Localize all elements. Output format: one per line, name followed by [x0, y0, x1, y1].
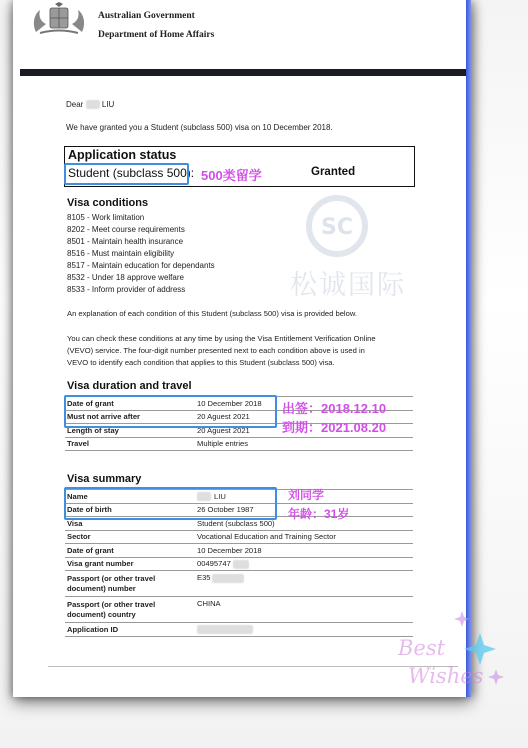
row-value: Vocational Education and Training Sector: [195, 530, 413, 544]
condition-item: 8516 - Must maintain eligibility: [67, 249, 175, 258]
visa-duration-heading: Visa duration and travel: [67, 380, 192, 392]
redacted-number: [233, 560, 249, 569]
annotation-expiry-date: 到期：2021.08.20: [282, 420, 387, 435]
table-row: [65, 571, 413, 597]
personal-details-highlight: [64, 487, 277, 520]
watermark-text: 松诚国际: [290, 270, 406, 301]
row-label: Passport (or other travel document) number: [65, 571, 195, 597]
annotation-visa-type: 500类留学: [201, 168, 262, 183]
row-value: 10 December 2018: [195, 397, 413, 411]
conditions-explanation: An explanation of each condition of this Student (subclass 500) visa is provided below.: [67, 309, 358, 318]
annotation-grant-date: 出签：2018.12.10: [282, 401, 387, 416]
row-value: 10 December 2018: [195, 544, 413, 558]
header-banner: [20, 69, 466, 76]
row-value: LIU: [214, 491, 226, 501]
row-value: 20 Aguest 2021: [195, 424, 413, 438]
decoration-wishes: Wishes: [408, 664, 484, 688]
watermark-logo-text: SC: [321, 215, 353, 240]
row-value: CHINA: [195, 597, 413, 623]
row-label: Length of stay: [65, 424, 195, 438]
salutation-line: [66, 100, 114, 109]
decoration-best: Best: [398, 636, 446, 660]
row-label: Date of grant: [65, 544, 195, 558]
application-status-heading: Application status: [68, 148, 177, 162]
redacted-given-name: [86, 100, 100, 109]
row-value: 20 Aguest 2021: [195, 410, 413, 424]
condition-item: 8202 - Meet course requirements: [67, 225, 185, 234]
government-name: Australian Government: [98, 11, 195, 21]
row-value: 00495747: [197, 559, 231, 568]
visa-conditions-heading: Visa conditions: [67, 197, 149, 209]
row-label: Must not arrive after: [65, 410, 195, 424]
salutation: Dear: [66, 100, 84, 109]
table-row: [65, 544, 413, 558]
visa-subclass-label: Student (subclass 500):: [68, 166, 195, 180]
grant-intro: We have granted you a Student (subclass 500) visa on 10 December 2018.: [66, 123, 333, 132]
table-row: [65, 557, 413, 571]
row-label: Visa: [65, 517, 195, 531]
row-value: Multiple entries: [195, 437, 413, 451]
redacted-passport: [212, 574, 244, 583]
table-row: [65, 597, 413, 623]
row-value-cell: [195, 557, 413, 571]
status-value: Granted: [311, 166, 356, 178]
row-label: Sector: [65, 530, 195, 544]
watermark-logo-icon: [303, 192, 371, 260]
condition-item: 8501 - Maintain health insurance: [67, 237, 184, 246]
row-label: Visa grant number: [65, 557, 195, 571]
department-name: Department of Home Affairs: [98, 30, 215, 40]
table-row: [65, 623, 413, 637]
condition-item: 8517 - Maintain education for dependants: [67, 261, 215, 270]
grant-dates-highlight: [64, 395, 277, 428]
table-row: [65, 530, 413, 544]
row-value: Student (subclass 500): [195, 517, 413, 531]
annotation-student-name: 刘同学: [288, 488, 325, 502]
visa-subclass-highlight: [64, 163, 189, 185]
row-label: Date of grant: [65, 397, 195, 411]
coat-of-arms-icon: [30, 2, 88, 36]
condition-item: 8105 - Work limitation: [67, 213, 145, 222]
vevo-paragraph-line: You can check these conditions at any time by using the Visa Entitlement Verification Online: [67, 334, 376, 343]
table-row: [65, 437, 413, 451]
row-label: Application ID: [65, 623, 195, 637]
row-label: Travel: [65, 437, 195, 451]
salutation-surname: LIU: [101, 100, 115, 109]
scroll-edge-bar: [466, 0, 471, 697]
row-value-cell: [195, 571, 413, 597]
annotation-age: 年龄：31岁: [288, 507, 350, 521]
condition-item: 8532 - Under 18 approve welfare: [67, 273, 184, 282]
row-label: Name: [65, 490, 195, 504]
document-end-rule: [48, 666, 458, 667]
row-value: 26 October 1987: [195, 503, 413, 517]
row-label: Passport (or other travel document) country: [65, 597, 195, 623]
row-label: Date of birth: [65, 503, 195, 517]
row-value-cell: [195, 623, 413, 637]
row-value: E35: [197, 573, 211, 582]
vevo-paragraph-line: (VEVO) service. The four-digit number presented next to each condition above is used in: [67, 346, 365, 355]
condition-item: 8533 - Inform provider of address: [67, 285, 186, 294]
vevo-paragraph-line: VEVO to identify each condition that applies to this Student (subclass 500) visa.: [67, 358, 335, 367]
redacted-application-id: [197, 625, 253, 634]
visa-summary-heading: Visa summary: [67, 473, 142, 485]
